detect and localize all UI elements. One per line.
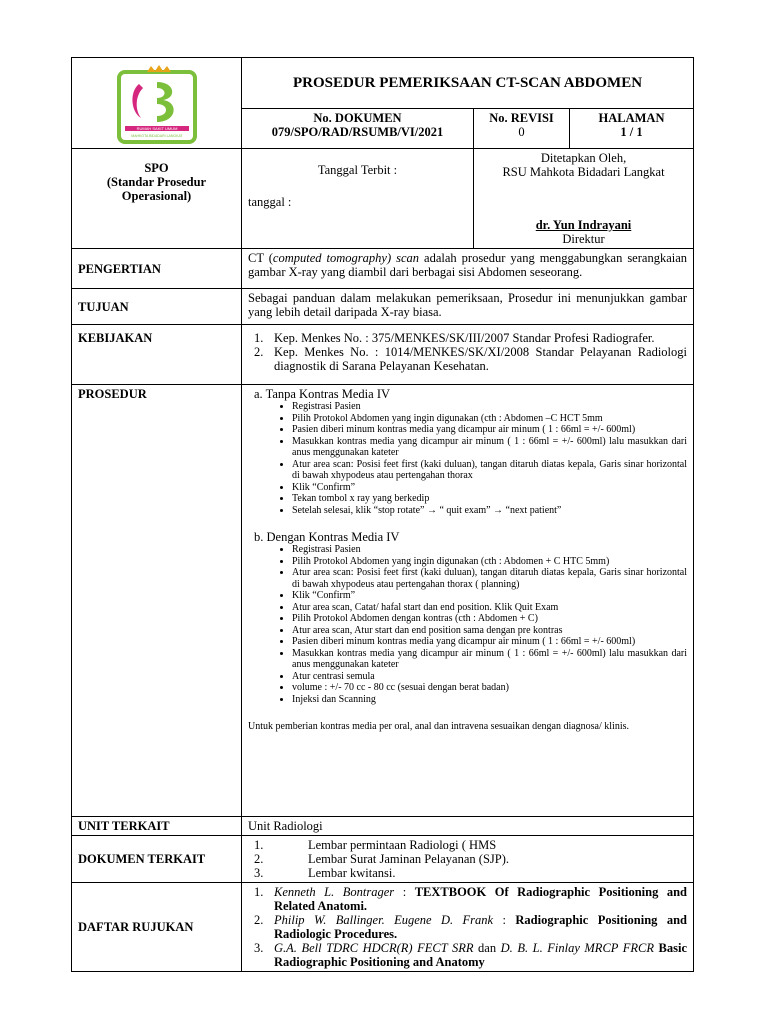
list-item: • Tekan tombol x ray yang berkedip — [292, 493, 687, 505]
list-item: • Pasien diberi minum kontras media yang dicampur air minum ( 1 : 66ml = +/- 600ml) — [292, 424, 687, 436]
list-item: • Atur area scan: Posisi feet first (kaki duluan), tangan ditaruh diatas kepala, Garis sinar horizontal di bawah xhypodeus atau pertengahan thorax — [292, 459, 687, 482]
spo-document-table — [71, 57, 694, 972]
spo-full-label: (Standar Prosedur Operasional) — [106, 175, 207, 203]
page-label: HALAMAN — [598, 110, 665, 125]
rujukan-author-2: Philip W. Ballinger. Eugene D. Frank — [274, 913, 494, 927]
list-item: 3. Lembar kwitansi. — [254, 866, 396, 880]
list-item: 1. Lembar permintaan Radiologi ( HMS — [254, 838, 497, 852]
list-item: • Masukkan kontras media yang dicampur air minum ( 1 : 66ml = +/- 600ml) lalu masukkan dari anus menggunakan kateter — [292, 436, 687, 459]
tujuan-label: TUJUAN — [72, 289, 242, 325]
daftar-rujukan-label: DAFTAR RUJUKAN — [72, 883, 242, 972]
unit-terkait-label: UNIT TERKAIT — [72, 817, 242, 836]
prosedur-note: Untuk pemberian kontras media per oral, anal dan intravena sesuaikan dengan diagnosa/ klinis. — [248, 721, 629, 732]
revision-label: No. REVISI — [489, 110, 554, 125]
prosedur-a-title: a. Tanpa Kontras Media IV — [254, 387, 391, 401]
signer-role: Direktur — [562, 232, 605, 246]
kebijakan-list — [248, 331, 687, 373]
list-item: 3. G.A. Bell TDRC HDCR(R) FECT SRR dan D. B. L. Finlay MRCP FRCR Basic Radiographic Positioning and Anatomy — [254, 941, 687, 969]
document-number-cell — [242, 108, 474, 148]
dokumen-item-2: Lembar Surat Jaminan Pelayanan (SJP). — [308, 852, 509, 866]
list-item: • Pilih Protokol Abdomen yang ingin digunakan (cth : Abdomen + C HTC 5mm) — [292, 556, 687, 568]
kebijakan-item-2: Kep. Menkes No. : 1014/MENKES/SK/XI/2008 Standar Pelayanan Radiologi diagnostik di Sarana Pelayanan Kesehatan. — [274, 345, 688, 373]
pengertian-label: PENGERTIAN — [72, 249, 242, 289]
rujukan-author-3b: D. B. L. Finlay MRCP FRCR — [500, 941, 654, 955]
pengertian-text-italic-2: ) scan — [386, 251, 420, 265]
dokumen-terkait-label: DOKUMEN TERKAIT — [72, 836, 242, 883]
tujuan-text: Sebagai panduan dalam melakukan pemeriksaan, Prosedur ini menunjukkan gambar yang lebih detail daripada X-ray biasa. — [242, 289, 694, 325]
approval-label: Ditetapkan Oleh, — [540, 151, 627, 165]
dokumen-item-3: Lembar kwitansi. — [308, 866, 396, 880]
pengertian-text — [242, 249, 694, 289]
approval-cell — [474, 149, 694, 249]
list-item: • Pilih Protokol Abdomen dengan kontras (cth : Abdomen + C) — [292, 613, 687, 625]
svg-text:MAHKOTA BIDADARI LANGKAT: MAHKOTA BIDADARI LANGKAT — [130, 134, 183, 138]
prosedur-b-list — [248, 544, 687, 705]
list-item: • Atur area scan, Atur start dan end position sama dengan pre kontras — [292, 625, 687, 637]
list-item: • Atur area scan, Catat/ hafal start dan end position. Klik Quit Exam — [292, 602, 687, 614]
list-item: • Registrasi Pasien — [292, 401, 687, 413]
list-item: • Masukkan kontras media yang dicampur air minum ( 1 : 66ml = +/- 600ml) lalu masukkan dari anus menggunakan kateter — [292, 648, 687, 671]
daftar-rujukan-cell — [242, 883, 694, 972]
approval-hospital: RSU Mahkota Bidadari Langkat — [502, 165, 665, 179]
list-item: • Atur centrasi semula — [292, 671, 687, 683]
hospital-logo — [117, 64, 197, 144]
page-number: 1 / 1 — [620, 124, 643, 139]
kebijakan-item-1: Kep. Menkes No. : 375/MENKES/SK/III/2007 Standar Profesi Radiografer. — [274, 331, 655, 345]
unit-terkait-text: Unit Radiologi — [242, 817, 694, 836]
rujukan-sep-1: : — [394, 885, 415, 899]
issue-date-label: Tanggal Terbit : — [317, 163, 398, 177]
dokumen-terkait-cell — [242, 836, 694, 883]
svg-text:RUMAH SAKIT UMUM: RUMAH SAKIT UMUM — [136, 126, 177, 131]
pengertian-text-italic: computed tomography — [272, 251, 387, 265]
rujukan-author-3: G.A. Bell TDRC HDCR(R) FECT SRR — [274, 941, 474, 955]
revision-number: 0 — [518, 124, 525, 139]
list-item: 2. Lembar Surat Jaminan Pelayanan (SJP). — [254, 852, 509, 866]
rujukan-author-1: Kenneth L. Bontrager — [274, 885, 395, 899]
list-item: • Registrasi Pasien — [292, 544, 687, 556]
spo-label: SPO — [144, 161, 169, 175]
prosedur-label: PROSEDUR — [72, 385, 242, 817]
prosedur-cell — [242, 385, 694, 817]
daftar-rujukan-list — [248, 885, 687, 969]
issue-date-value: tanggal : — [248, 195, 292, 209]
rujukan-title-1: TEXTBOOK Of Radiographic Positioning and Related Anatomi. — [274, 885, 688, 913]
list-item: • Pasien diberi minum kontras media yang dicampur air minum ( 1 : 66ml = +/- 600ml) — [292, 636, 687, 648]
pengertian-text-rest: adalah prosedur yang menggabungkan serangkaian gambar X-ray yang diambil dari berbagai sisi Abdomen seseorang. — [248, 251, 688, 279]
list-item: • Atur area scan: Posisi feet first (kaki duluan), tangan ditaruh diatas kepala, Garis sinar horizontal di bawah xhypodeus atau pertengahan thorax ( planning) — [292, 567, 687, 590]
pengertian-text-part: CT ( — [248, 251, 273, 265]
list-item: • Klik “Confirm” — [292, 482, 687, 494]
prosedur-b-title: b. Dengan Kontras Media IV — [254, 530, 400, 544]
document-number-label: No. DOKUMEN — [313, 110, 402, 125]
list-item: • volume : +/- 70 cc - 80 cc (sesuai dengan berat badan) — [292, 682, 687, 694]
rujukan-title-2: Radiographic Positioning and Radiologic Procedures. — [274, 913, 687, 941]
list-item: • Injeksi dan Scanning — [292, 694, 687, 706]
dokumen-terkait-list — [248, 838, 687, 880]
dokumen-item-1: Lembar permintaan Radiologi ( HMS — [308, 838, 497, 852]
list-item: • Setelah selesai, klik “stop rotate” → “ quit exam” → “next patient” — [292, 505, 687, 517]
list-item: 2. Kep. Menkes No. : 1014/MENKES/SK/XI/2008 Standar Pelayanan Radiologi diagnostik di Sarana Pelayanan Kesehatan. — [254, 345, 688, 373]
spo-label-cell — [72, 149, 242, 249]
kebijakan-label: KEBIJAKAN — [72, 325, 242, 385]
rujukan-sep-3: dan — [473, 941, 501, 955]
revision-cell — [474, 108, 570, 148]
signer-name: dr. Yun Indrayani — [535, 218, 632, 232]
document-number: 079/SPO/RAD/RSUMB/VI/2021 — [271, 124, 444, 139]
list-item: 1. Kenneth L. Bontrager : TEXTBOOK Of Radiographic Positioning and Related Anatomi. — [254, 885, 688, 913]
list-item: • Klik “Confirm” — [292, 590, 687, 602]
list-item: 2. Philip W. Ballinger. Eugene D. Frank : Radiographic Positioning and Radiologic Procedures. — [254, 913, 687, 941]
kebijakan-cell — [242, 325, 694, 385]
prosedur-a-list — [248, 401, 687, 516]
hospital-logo-cell — [72, 58, 242, 149]
issue-date-cell — [242, 149, 474, 249]
page-cell — [570, 108, 694, 148]
document-title: PROSEDUR PEMERIKSAAN CT-SCAN ABDOMEN — [242, 58, 694, 109]
rujukan-title-3: Basic Radiographic Positioning and Anatomy — [274, 941, 687, 969]
rujukan-sep-2: : — [493, 913, 516, 927]
list-item: 1. Kep. Menkes No. : 375/MENKES/SK/III/2007 Standar Profesi Radiografer. — [254, 331, 655, 345]
list-item: • Pilih Protokol Abdomen yang ingin digunakan (cth : Abdomen –C HCT 5mm — [292, 413, 687, 425]
